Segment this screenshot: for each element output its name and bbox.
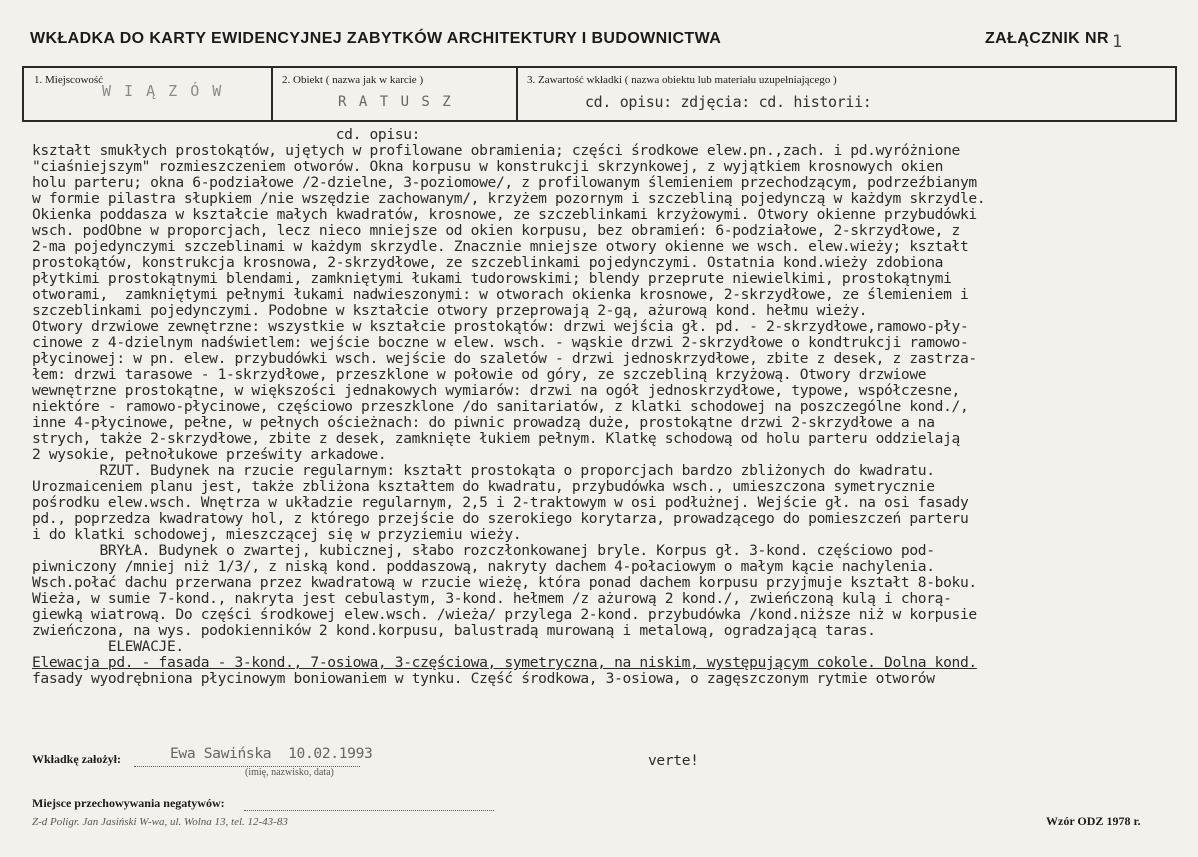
inserted-by-caption: (imię, nazwisko, data) bbox=[245, 767, 334, 778]
body-line: szczeblinkami pojedynczymi. Podobne w kształcie otwory przeprowają 2-gą, ażurową kond. hełmu wieży. bbox=[32, 302, 868, 319]
contents-value: cd. opisu: zdjęcia: cd. historii: bbox=[585, 93, 872, 111]
body-line: niektóre - ramowo-płycinowe, częściowo przeszklone /do sanitariatów, z klatki schodowej na poszczególne kond./, bbox=[32, 398, 969, 415]
body-line: giewką wiatrową. Do części środkowej elew.wsch. /wieża/ przylega 2-kond. przybudówka /kond.niższe niż w korpusie bbox=[32, 606, 977, 623]
body-line: Wsch.połać dachu przerwana przez kwadratową w rzucie wieżę, która ponad dachem korpusu przyjmuje kształt 8-boku. bbox=[32, 574, 977, 591]
body-line: inne 4-płycinowe, pełne, w pełnych ościeżnach: do piwnic prowadzą duże, prostokątne drzwi 2-skrzydłowe a na bbox=[32, 414, 935, 431]
body-line: wsch. podObne w proporcjach, lecz nieco mniejsze od okien korpusu, bez obramień: 6-podziałowe, 2-skrzydłowe, z bbox=[32, 222, 960, 239]
contents-label: 3. Zawartość wkładki ( nazwa obiektu lub materiału uzupełniającego ) bbox=[527, 74, 837, 86]
locality-value: W I Ą Z Ó W bbox=[102, 82, 224, 100]
body-line: Urozmaiceniem planu jest, także zbliżona kształtem do kwadratu, przybudówka wsch., umieszczona symetrycznie bbox=[32, 478, 935, 495]
inserted-by-value: Ewa Sawińska 10.02.1993 bbox=[170, 745, 373, 762]
form-model: Wzór ODZ 1978 r. bbox=[1046, 814, 1141, 828]
body-line: Otwory drzwiowe zewnętrzne: wszystkie w kształcie prostokątów: drzwi wejścia gł. pd. - 2-skrzydłowe,ramowo-pły- bbox=[32, 318, 969, 335]
object-box bbox=[271, 66, 518, 122]
locality-label: 1. Miejscowość bbox=[34, 74, 104, 86]
body-line: RZUT. Budynek na rzucie regularnym: kształt prostokąta o proporcjach bardzo zbliżonych do kwadratu. bbox=[32, 462, 935, 479]
body-line: Wieża, w sumie 7-kond., nakryta jest cebulastym, 3-kond. hełmem /z ażurową 2 kond./, zwieńczoną kulą i chorą- bbox=[32, 590, 952, 607]
body-line: pośrodku elew.wsch. Wnętrza w układzie regularnym, 2,5 i 2-traktowym w osi podłużnej. Wejście gł. na osi fasady bbox=[32, 494, 969, 511]
object-value: R A T U S Z bbox=[338, 94, 453, 110]
body-line: "ciaśniejszym" rozmieszczeniem otworów. Okna korpusu w konstrukcji skrzynkowej, z wyjątkiem krosnowych okien bbox=[32, 158, 944, 175]
body-line: BRYŁA. Budynek o zwartej, kubicznej, słabo rozczłonkowanej bryle. Korpus gł. 3-kond. częściowo pod- bbox=[32, 542, 935, 559]
contents-box bbox=[516, 66, 1177, 122]
body-line: zwieńczona, na wys. podokienników 2 kond.korpusu, balustradą murowaną i metalową, ogradzającą taras. bbox=[32, 622, 876, 639]
typed-body bbox=[32, 127, 985, 687]
body-line: holu parteru; okna 6-podziałowe /2-dzielne, 3-poziomowe/, z profilowanym ślemieniem przechodzącym, podrzeźbianym bbox=[32, 174, 977, 191]
locality-box bbox=[22, 66, 273, 122]
body-line: łem: drzwi tarasowe - 1-skrzydłowe, przeszklone w połowie od góry, ze szczebliną krzyżową. Otwory drzwiowe bbox=[32, 366, 927, 383]
body-line: kształt smukłych prostokątów, ujętych w profilowane obramienia; części środkowe elew.pn.,zach. i pd.wyróżnione bbox=[32, 142, 960, 159]
body-line: otworami, zamkniętymi pełnymi łukami nadwieszonymi: w otworach okienka krosnowe, 2-skrzydłowe, ze ślemieniem i bbox=[32, 286, 969, 303]
form-title: WKŁADKA DO KARTY EWIDENCYJNEJ ZABYTKÓW ARCHITEKTURY I BUDOWNICTWA bbox=[30, 30, 722, 47]
body-line: prostokątów, konstrukcja krosnowa, 2-skrzydłowe, ze szczeblinkami pojedynczymi. Ostatnia kond.wieży zdobiona bbox=[32, 254, 944, 271]
body-line: i do klatki schodowej, mieszczącej się w przyziemiu wieży. bbox=[32, 526, 522, 543]
body-line: płycinowej: w pn. elew. przybudówki wsch. wejście do szaletów - drzwi jednoskrzydłowe, zbite z desek, z zastrza- bbox=[32, 350, 977, 367]
attachment-number: 1 bbox=[1112, 32, 1123, 52]
printer-imprint: Z-d Poligr. Jan Jasiński W-wa, ul. Wolna 13, tel. 12-43-83 bbox=[32, 816, 288, 828]
attachment-label: ZAŁĄCZNIK NR bbox=[985, 30, 1109, 47]
verte-note: verte! bbox=[648, 752, 699, 769]
body-line: płytkimi prostokątnymi blendami, zamkniętymi łukami tudorowskimi; blendy przeprute niewielkimi, prostokątnymi bbox=[32, 270, 952, 287]
body-line: Okienka poddasza w kształcie małych kwadratów, krosnowe, ze szczeblinkami krzyżowymi. Otwory okienne przybudówki bbox=[32, 206, 977, 223]
body-line: fasady wyodrębniona płycinowym boniowaniem w tynku. Część środkowa, 3-osiowa, o zagęszczonym rytmie otworów bbox=[32, 670, 935, 687]
negatives-label: Miejsce przechowywania negatywów: bbox=[32, 796, 225, 810]
body-line: piwniczony /mniej niż 1/3/, z niską kond. poddaszową, nakryty dachem 4-połaciowym o małym kącie nachylenia. bbox=[32, 558, 935, 575]
object-label: 2. Obiekt ( nazwa jak w karcie ) bbox=[282, 74, 424, 86]
body-line: cd. opisu: bbox=[32, 126, 421, 143]
body-line: ELEWACJE. bbox=[32, 638, 184, 655]
body-line: cinowe z 4-dzielnym nadświetlem: wejście boczne w elew. wsch. - wąskie drzwi 2-skrzydłowe o kondtrukcji ramowo- bbox=[32, 334, 969, 351]
body-line: w formie pilastra słupkiem /nie wszędzie zachowanym/, krzyżem pozornym i szczebliną pojedynczą w każdym skrzydle. bbox=[32, 190, 986, 207]
inserted-by-label: Wkładkę założył: bbox=[32, 752, 121, 766]
body-line: strych, także 2-skrzydłowe, zbite z desek, zamknięte łukiem pełnym. Klatkę schodową od holu parteru oddzielają bbox=[32, 430, 960, 447]
body-line: 2 wysokie, pełnołukowe prześwity arkadowe. bbox=[32, 446, 387, 463]
body-line: Elewacja pd. - fasada - 3-kond., 7-osiowa, 3-częściowa, symetryczna, na niskim, występującym cokole. Dolna kond. bbox=[32, 654, 977, 671]
negatives-dots bbox=[244, 810, 494, 811]
body-line: 2-ma pojedynczymi szczeblinami w każdym skrzydle. Znacznie mniejsze otwory okienne we wsch. elew.wieży; kształt bbox=[32, 238, 969, 255]
body-line: pd., poprzedza kwadratowy hol, z którego przejście do szerokiego korytarza, prowadzącego do pomieszczeń parteru bbox=[32, 510, 969, 527]
body-line: wewnętrzne prostokątne, w większości jednakowych wymiarów: drzwi na ogół jednoskrzydłowe, typowe, współczesne, bbox=[32, 382, 960, 399]
